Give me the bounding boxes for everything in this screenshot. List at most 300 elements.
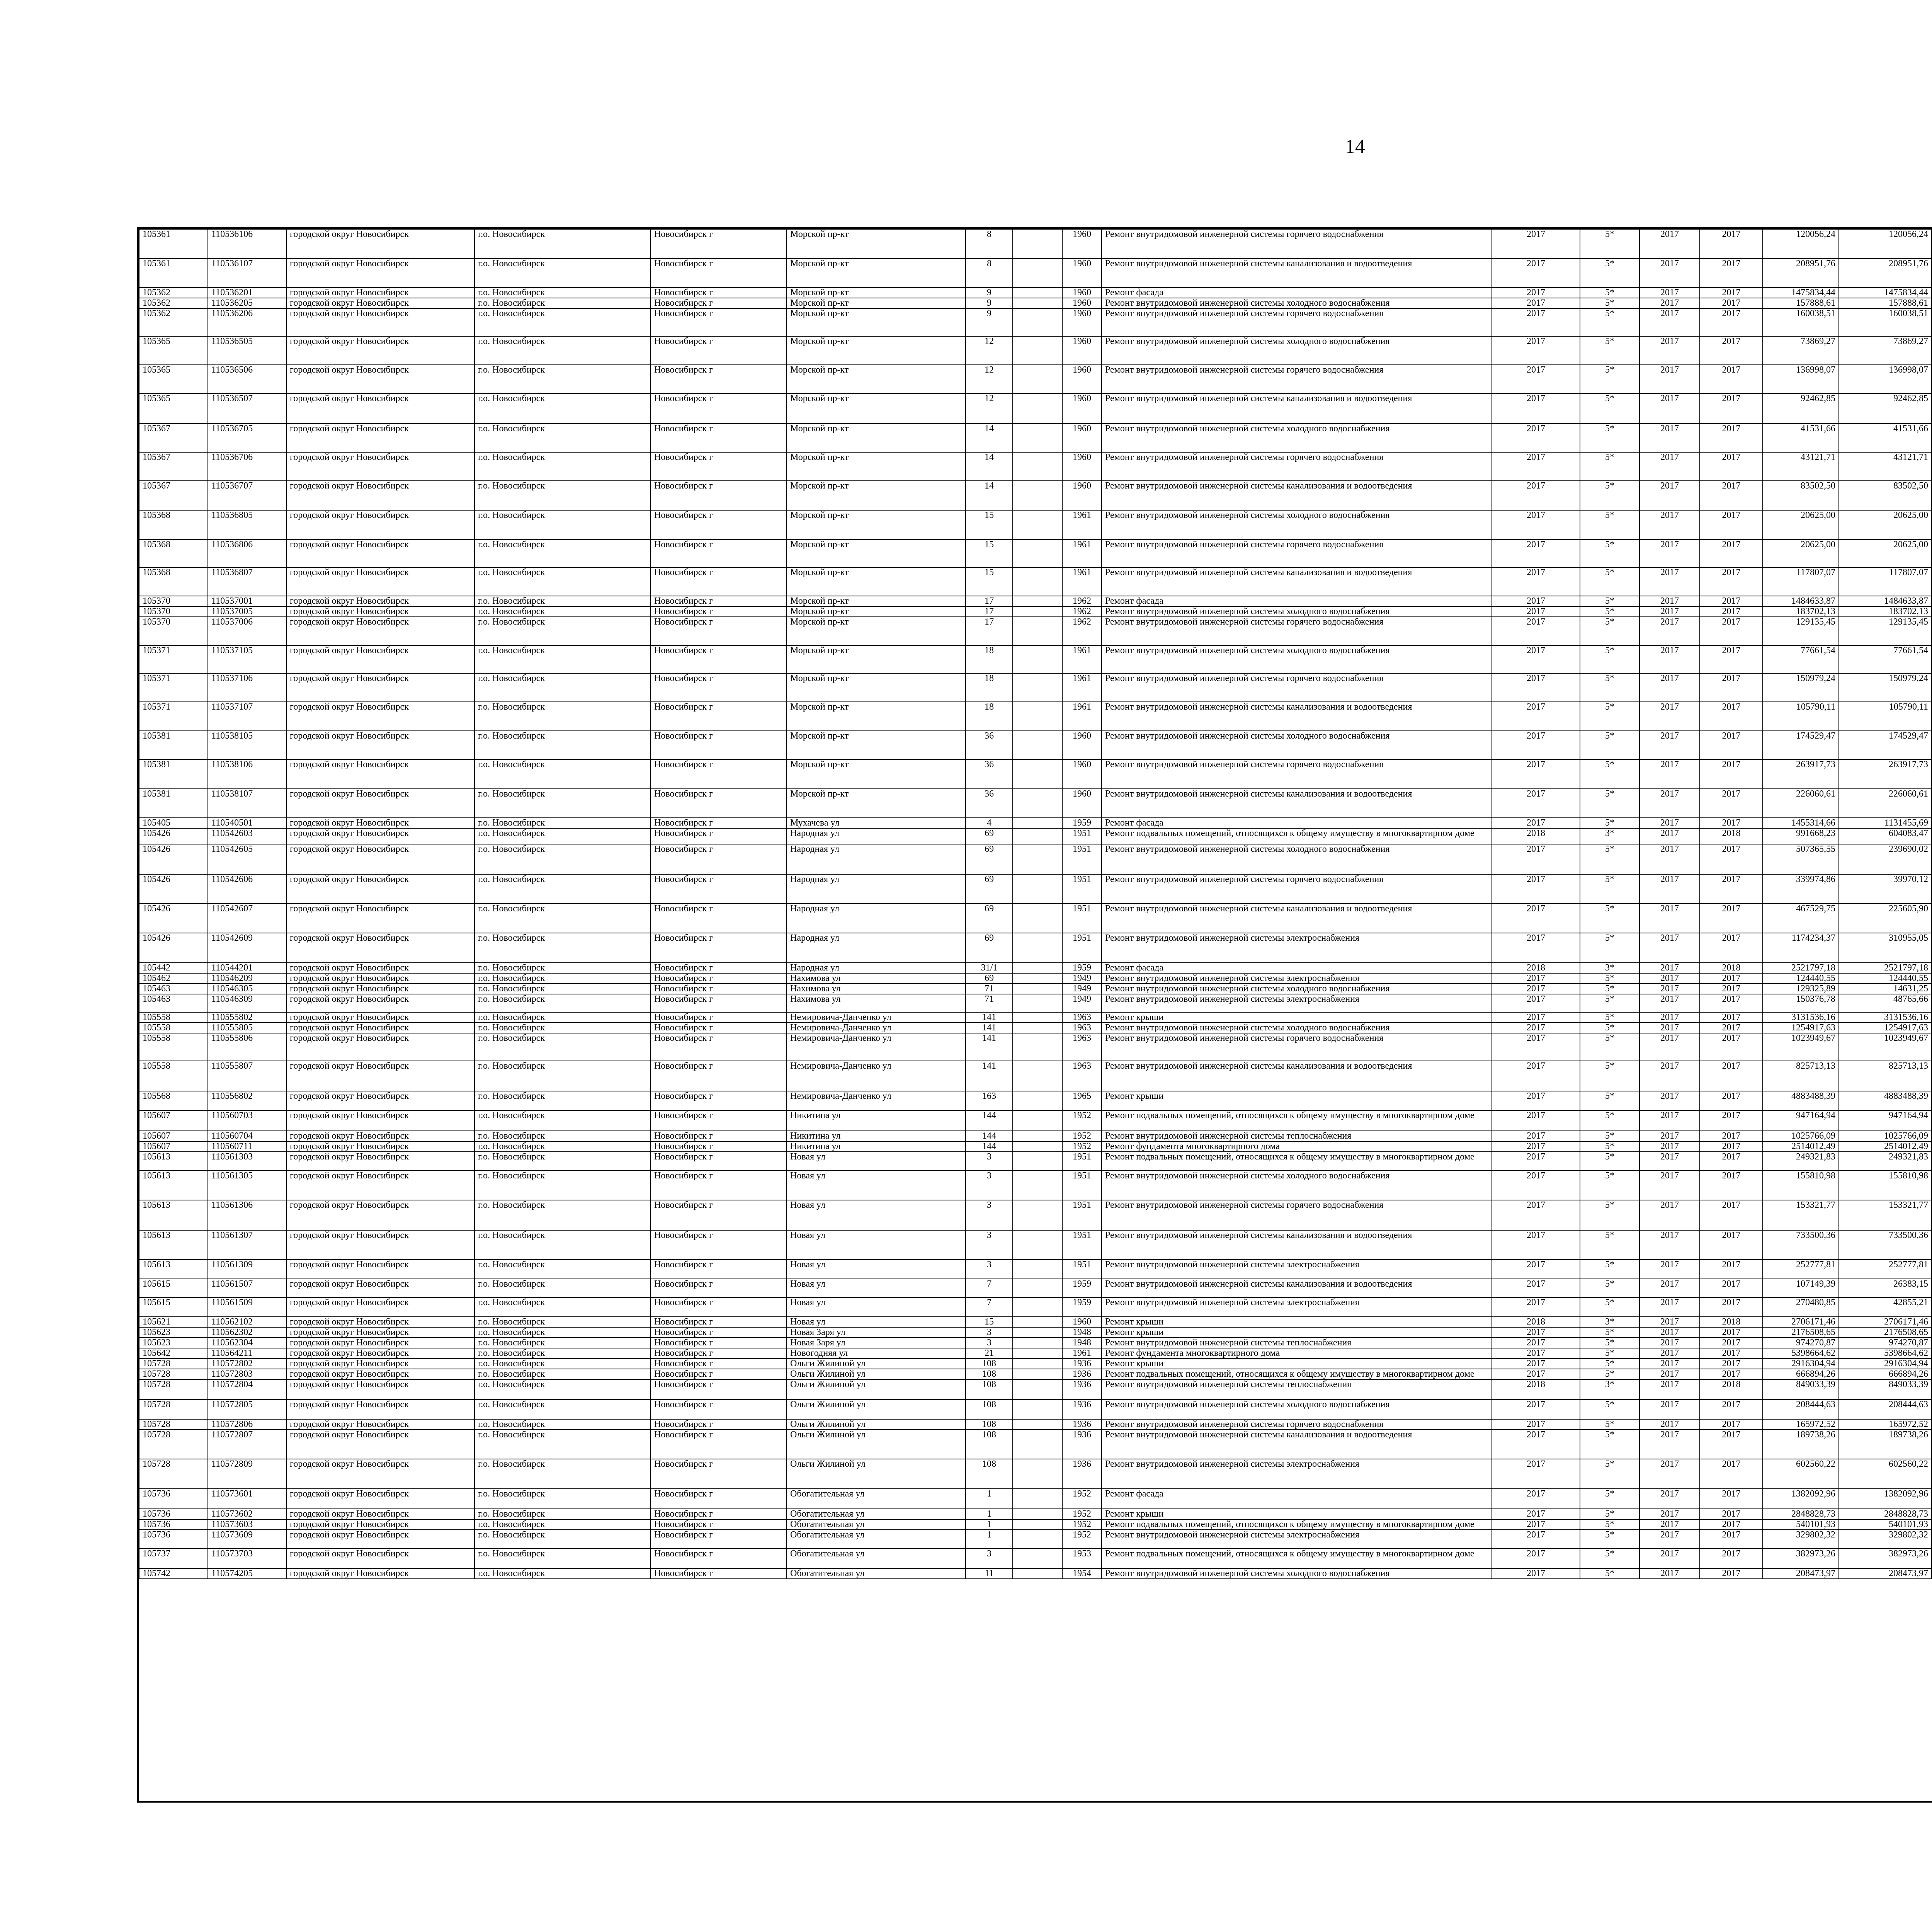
table-cell: 2017 [1700, 1568, 1763, 1579]
table-cell: 105736 [139, 1489, 208, 1509]
table-cell: 2017 [1639, 1399, 1700, 1419]
table-cell: г.о. Новосибирск [474, 1200, 651, 1230]
table-cell: Морской пр-кт [787, 298, 966, 308]
table-cell: 2017 [1639, 818, 1700, 828]
table-cell: 5* [1580, 1260, 1639, 1279]
table-cell: Новосибирск г [651, 874, 787, 904]
table-row [139, 759, 1932, 789]
table-cell: Новосибирск г [651, 1023, 787, 1033]
table-row [139, 702, 1932, 731]
table-cell: Новосибирск г [651, 1369, 787, 1379]
table-row [139, 963, 1932, 973]
table-cell: Ремонт внутридомовой инженерной системы канализования и водоотведения [1102, 789, 1492, 818]
table-cell: 5* [1580, 789, 1639, 818]
table-cell: Морской пр-кт [787, 596, 966, 606]
table-cell: 1960 [1062, 298, 1102, 308]
table-cell: Ольги Жилиной ул [787, 1379, 966, 1399]
table-cell: Ремонт внутридомовой инженерной системы холодного водоснабжения [1102, 645, 1492, 673]
table-cell: 105790,11 [1839, 702, 1932, 731]
table-cell: 1484633,87 [1763, 596, 1839, 606]
table-cell: Ремонт крыши [1102, 1509, 1492, 1519]
table-cell: 2017 [1639, 731, 1700, 759]
table-cell: 2017 [1700, 994, 1763, 1012]
table-cell: 2017 [1700, 229, 1763, 259]
table-cell: 2017 [1700, 308, 1763, 336]
table-cell: 73869,27 [1839, 336, 1932, 365]
table-cell: Обогатительная ул [787, 1519, 966, 1530]
table-cell: 110536706 [208, 452, 286, 481]
table-row [139, 365, 1932, 393]
table-cell: Новая Заря ул [787, 1327, 966, 1338]
table-cell: 5* [1580, 1348, 1639, 1359]
table-cell: 2017 [1639, 1171, 1700, 1200]
table-row [139, 1399, 1932, 1419]
table-cell: 2017 [1639, 1260, 1700, 1279]
table-cell: 71 [966, 984, 1013, 994]
table-cell: 1962 [1062, 596, 1102, 606]
table-cell: 208951,76 [1763, 259, 1839, 288]
table-cell: 110573601 [208, 1489, 286, 1509]
table-cell: 1025766,09 [1763, 1131, 1839, 1141]
table-cell: Новосибирск г [651, 1489, 787, 1509]
table-cell [1013, 1297, 1062, 1317]
table-cell [1013, 1230, 1062, 1260]
table-row [139, 1509, 1932, 1519]
table-cell: 105558 [139, 1023, 208, 1033]
table-cell: 1952 [1062, 1141, 1102, 1152]
table-cell: Морской пр-кт [787, 481, 966, 510]
table-cell: 2017 [1639, 606, 1700, 617]
table-cell: Ремонт внутридомовой инженерной системы холодного водоснабжения [1102, 336, 1492, 365]
table-cell: 5* [1580, 702, 1639, 731]
table-cell: Новосибирск г [651, 984, 787, 994]
table-cell: 2017 [1492, 994, 1580, 1012]
table-cell: 208951,76 [1839, 259, 1932, 288]
table-cell: 105362 [139, 308, 208, 336]
table-cell: 2017 [1700, 1033, 1763, 1061]
table-cell: Морской пр-кт [787, 393, 966, 424]
table-cell: 17 [966, 606, 1013, 617]
table-cell: 2017 [1700, 336, 1763, 365]
table-cell: 1131455,69 [1839, 818, 1932, 828]
table-row [139, 617, 1932, 645]
table-cell: 2017 [1700, 844, 1763, 874]
table-cell: 5* [1580, 259, 1639, 288]
table-cell: 2017 [1492, 1033, 1580, 1061]
table-cell: 110537005 [208, 606, 286, 617]
table-cell: 1949 [1062, 984, 1102, 994]
table-cell: 2017 [1700, 259, 1763, 288]
table-cell: 5* [1580, 1110, 1639, 1131]
table-cell: городской округ Новосибирск [286, 1369, 474, 1379]
table-cell: Новосибирск г [651, 818, 787, 828]
table-cell: 2018 [1492, 1379, 1580, 1399]
table-cell: 604083,47 [1839, 828, 1932, 844]
table-cell: 105728 [139, 1419, 208, 1430]
table-cell: 3* [1580, 828, 1639, 844]
table-cell: 105367 [139, 452, 208, 481]
table-cell: 110574205 [208, 1568, 286, 1579]
table-cell: 5* [1580, 1200, 1639, 1230]
table-cell: г.о. Новосибирск [474, 1489, 651, 1509]
table-cell: 1 [966, 1530, 1013, 1549]
table-row [139, 510, 1932, 540]
table-cell [1013, 606, 1062, 617]
table-cell: 5* [1580, 308, 1639, 336]
table-cell: 110536807 [208, 567, 286, 596]
table-cell: Обогатительная ул [787, 1568, 966, 1579]
table-cell: Ремонт фасада [1102, 596, 1492, 606]
table-cell: 2176508,65 [1763, 1327, 1839, 1338]
table-cell: 110555802 [208, 1012, 286, 1023]
table-cell: Новая ул [787, 1171, 966, 1200]
table-cell: городской округ Новосибирск [286, 844, 474, 874]
table-cell: Морской пр-кт [787, 617, 966, 645]
table-cell: 208473,97 [1839, 1568, 1932, 1579]
table-cell: Ремонт внутридомовой инженерной системы горячего водоснабжения [1102, 308, 1492, 336]
table-cell: 1961 [1062, 645, 1102, 673]
table-cell: 1963 [1062, 1023, 1102, 1033]
table-row [139, 393, 1932, 424]
table-cell: городской округ Новосибирск [286, 702, 474, 731]
table-cell: 1960 [1062, 1317, 1102, 1327]
table-cell: городской округ Новосибирск [286, 963, 474, 973]
table-cell: 1962 [1062, 606, 1102, 617]
table-cell: г.о. Новосибирск [474, 1033, 651, 1061]
table-cell: 3 [966, 1230, 1013, 1260]
table-cell: 2017 [1492, 818, 1580, 828]
table-cell: 157888,61 [1839, 298, 1932, 308]
table-cell: 105361 [139, 259, 208, 288]
table-cell: 2017 [1492, 1338, 1580, 1348]
table-cell: Морской пр-кт [787, 702, 966, 731]
table-cell: 2018 [1492, 828, 1580, 844]
table-cell: 110536201 [208, 288, 286, 298]
table-cell: г.о. Новосибирск [474, 789, 651, 818]
table-cell: 1960 [1062, 759, 1102, 789]
table-cell: городской округ Новосибирск [286, 1459, 474, 1489]
table-cell: Ремонт внутридомовой инженерной системы теплоснабжения [1102, 1131, 1492, 1141]
table-cell: 9 [966, 298, 1013, 308]
table-cell: 120056,24 [1763, 229, 1839, 259]
table-cell: 2916304,94 [1839, 1359, 1932, 1369]
table-cell: городской округ Новосибирск [286, 994, 474, 1012]
table-cell: г.о. Новосибирск [474, 1061, 651, 1091]
table-cell: 2017 [1492, 393, 1580, 424]
table-cell: 226060,61 [1839, 789, 1932, 818]
table-cell: Новосибирск г [651, 828, 787, 844]
table-cell: 105728 [139, 1399, 208, 1419]
table-cell: г.о. Новосибирск [474, 1338, 651, 1348]
table-cell: городской округ Новосибирск [286, 1061, 474, 1091]
table-cell: Нахимова ул [787, 994, 966, 1012]
table-cell: 26383,15 [1839, 1279, 1932, 1297]
table-cell: Народная ул [787, 904, 966, 933]
table-cell: 1961 [1062, 1348, 1102, 1359]
table-cell: городской округ Новосибирск [286, 731, 474, 759]
table-cell: 2017 [1639, 1061, 1700, 1091]
table-cell: 183702,13 [1763, 606, 1839, 617]
table-cell: 110537106 [208, 673, 286, 702]
table-cell: Новая ул [787, 1297, 966, 1317]
table-cell: 110555807 [208, 1061, 286, 1091]
table-cell [1013, 874, 1062, 904]
table-cell: Ремонт внутридомовой инженерной системы электроснабжения [1102, 933, 1492, 963]
table-cell: 2521797,18 [1839, 963, 1932, 973]
table-cell: 105623 [139, 1338, 208, 1348]
table-cell: Морской пр-кт [787, 606, 966, 617]
table-cell: 2017 [1700, 1152, 1763, 1171]
table-cell: 117807,07 [1839, 567, 1932, 596]
table-cell: 107149,39 [1763, 1279, 1839, 1297]
table-cell [1013, 759, 1062, 789]
table-cell: 5* [1580, 984, 1639, 994]
table-cell: 1951 [1062, 1260, 1102, 1279]
table-cell: Новосибирск г [651, 1171, 787, 1200]
table-cell: городской округ Новосибирск [286, 1568, 474, 1579]
table-cell: 540101,93 [1763, 1519, 1839, 1530]
table-cell: городской округ Новосибирск [286, 1327, 474, 1338]
table-cell: 105367 [139, 481, 208, 510]
table-cell: Ремонт крыши [1102, 1359, 1492, 1369]
table-cell: 666894,26 [1763, 1369, 1839, 1379]
table-cell: 5* [1580, 844, 1639, 874]
table-cell: 2017 [1639, 1430, 1700, 1459]
table-cell: 2017 [1492, 1023, 1580, 1033]
table-cell: городской округ Новосибирск [286, 1317, 474, 1327]
table-cell: 105728 [139, 1459, 208, 1489]
table-cell: 2017 [1639, 1379, 1700, 1399]
table-cell: 602560,22 [1763, 1459, 1839, 1489]
table-cell: 110572803 [208, 1369, 286, 1379]
table-cell [1013, 1141, 1062, 1152]
table-cell: 105621 [139, 1317, 208, 1327]
table-cell: 2017 [1492, 1359, 1580, 1369]
table-cell: г.о. Новосибирск [474, 1091, 651, 1110]
table-cell: Новосибирск г [651, 1110, 787, 1131]
table-cell: Морской пр-кт [787, 789, 966, 818]
table-row [139, 789, 1932, 818]
table-cell: 2017 [1700, 540, 1763, 567]
table-cell: 5398664,62 [1763, 1348, 1839, 1359]
table-cell: 110542607 [208, 904, 286, 933]
table-row [139, 1033, 1932, 1061]
table-cell: 2017 [1639, 1317, 1700, 1327]
table-cell: 110538106 [208, 759, 286, 789]
table-row [139, 1348, 1932, 1359]
table-cell: 105365 [139, 393, 208, 424]
table-cell [1013, 452, 1062, 481]
table-cell: 5* [1580, 994, 1639, 1012]
table-cell: г.о. Новосибирск [474, 759, 651, 789]
table-cell: 41531,66 [1839, 424, 1932, 452]
table-cell: Ремонт внутридомовой инженерной системы канализования и водоотведения [1102, 1230, 1492, 1260]
table-cell: Ремонт внутридомовой инженерной системы горячего водоснабжения [1102, 229, 1492, 259]
table-cell: 1025766,09 [1839, 1131, 1932, 1141]
table-row [139, 1152, 1932, 1171]
table-cell: г.о. Новосибирск [474, 288, 651, 298]
table-cell: 1484633,87 [1839, 596, 1932, 606]
table-cell: 2017 [1639, 1033, 1700, 1061]
table-cell: Ремонт внутридомовой инженерной системы канализования и водоотведения [1102, 904, 1492, 933]
table-cell: городской округ Новосибирск [286, 365, 474, 393]
table-cell: 2017 [1492, 1061, 1580, 1091]
table-cell: 2017 [1700, 1141, 1763, 1152]
table-cell: 105426 [139, 844, 208, 874]
table-cell: Ремонт внутридомовой инженерной системы холодного водоснабжения [1102, 510, 1492, 540]
table-cell: 110544201 [208, 963, 286, 973]
table-cell: Ремонт крыши [1102, 1317, 1492, 1327]
table-cell: 2017 [1492, 1012, 1580, 1023]
table-cell [1013, 1419, 1062, 1430]
table-cell: Новосибирск г [651, 1519, 787, 1530]
table-cell: 69 [966, 844, 1013, 874]
table-cell: 2017 [1492, 298, 1580, 308]
table-cell: 110561307 [208, 1230, 286, 1260]
table-cell: 1952 [1062, 1489, 1102, 1509]
table-cell: 15 [966, 1317, 1013, 1327]
table-cell: 110572809 [208, 1459, 286, 1489]
table-cell: 141 [966, 1033, 1013, 1061]
table-cell: 1023949,67 [1839, 1033, 1932, 1061]
table-cell: Новосибирск г [651, 1359, 787, 1369]
table-cell: 5* [1580, 1509, 1639, 1519]
table-cell: 108 [966, 1369, 1013, 1379]
table-cell: 2017 [1492, 288, 1580, 298]
table-cell: 2017 [1492, 1419, 1580, 1430]
table-cell: 2017 [1492, 1171, 1580, 1200]
table-cell: 2017 [1700, 365, 1763, 393]
table-cell [1013, 1568, 1062, 1579]
table-cell: 105370 [139, 617, 208, 645]
table-cell: Новосибирск г [651, 481, 787, 510]
table-cell: 1948 [1062, 1338, 1102, 1348]
table-cell: 110561507 [208, 1279, 286, 1297]
table-cell: Новосибирск г [651, 567, 787, 596]
table-cell: 129135,45 [1763, 617, 1839, 645]
table-cell: 105558 [139, 1061, 208, 1091]
table-row [139, 1061, 1932, 1091]
table-cell: 2017 [1492, 308, 1580, 336]
table-cell: 105607 [139, 1110, 208, 1131]
table-cell: 105623 [139, 1327, 208, 1338]
table-cell: 2017 [1492, 645, 1580, 673]
table-cell: Новосибирск г [651, 844, 787, 874]
table-cell: 5* [1580, 540, 1639, 567]
table-cell: 144 [966, 1131, 1013, 1141]
table-cell [1013, 1327, 1062, 1338]
table-cell: 5* [1580, 1519, 1639, 1530]
table-cell: городской округ Новосибирск [286, 424, 474, 452]
table-cell: 110572802 [208, 1359, 286, 1369]
table-cell: 310955,05 [1839, 933, 1932, 963]
table-cell: 5* [1580, 731, 1639, 759]
table-cell: Новосибирск г [651, 1012, 787, 1023]
table-cell: 110536106 [208, 229, 286, 259]
table-cell [1013, 702, 1062, 731]
table-row [139, 1141, 1932, 1152]
table-cell: 105607 [139, 1131, 208, 1141]
table-cell [1013, 1110, 1062, 1131]
table-cell: Ремонт внутридомовой инженерной системы холодного водоснабжения [1102, 298, 1492, 308]
table-cell: 2017 [1639, 1141, 1700, 1152]
table-cell [1013, 1379, 1062, 1399]
table-cell: 2017 [1639, 645, 1700, 673]
data-table-frame [137, 227, 1932, 1803]
table-cell: городской округ Новосибирск [286, 1152, 474, 1171]
table-cell [1013, 596, 1062, 606]
table-cell: городской округ Новосибирск [286, 1230, 474, 1260]
table-cell: 5* [1580, 973, 1639, 984]
table-cell: Новая ул [787, 1279, 966, 1297]
table-cell: Обогатительная ул [787, 1530, 966, 1549]
table-cell: 1960 [1062, 393, 1102, 424]
table-cell: г.о. Новосибирск [474, 1430, 651, 1459]
table-row [139, 1023, 1932, 1033]
table-cell: 110561509 [208, 1297, 286, 1317]
table-cell: 110572805 [208, 1399, 286, 1419]
table-cell: 110572804 [208, 1379, 286, 1399]
table-cell: 2017 [1639, 1110, 1700, 1131]
table-cell: 2017 [1639, 1549, 1700, 1568]
table-cell [1013, 481, 1062, 510]
table-cell: г.о. Новосибирск [474, 731, 651, 759]
table-cell: 105615 [139, 1297, 208, 1317]
table-cell: г.о. Новосибирск [474, 452, 651, 481]
table-cell: 77661,54 [1839, 645, 1932, 673]
table-cell: городской округ Новосибирск [286, 759, 474, 789]
table-cell: 1949 [1062, 994, 1102, 1012]
table-cell: 2017 [1700, 1327, 1763, 1338]
table-cell: 105463 [139, 984, 208, 994]
table-cell: 165972,52 [1763, 1419, 1839, 1430]
table-cell: 1961 [1062, 567, 1102, 596]
table-cell: городской округ Новосибирск [286, 259, 474, 288]
table-cell: 83502,50 [1763, 481, 1839, 510]
table-cell: 2017 [1639, 984, 1700, 994]
table-cell: Ремонт внутридомовой инженерной системы горячего водоснабжения [1102, 1033, 1492, 1061]
table-cell [1013, 789, 1062, 818]
table-cell [1013, 1459, 1062, 1489]
table-cell: 5* [1580, 933, 1639, 963]
table-cell: городской округ Новосибирск [286, 452, 474, 481]
table-cell: 5* [1580, 645, 1639, 673]
table-cell: 2017 [1492, 673, 1580, 702]
table-cell: 1959 [1062, 818, 1102, 828]
table-cell: 5* [1580, 1012, 1639, 1023]
table-cell: 5* [1580, 1419, 1639, 1430]
table-cell: 3 [966, 1338, 1013, 1348]
table-cell: Новосибирск г [651, 673, 787, 702]
table-cell: 110555806 [208, 1033, 286, 1061]
table-row [139, 229, 1932, 259]
table-cell: 2017 [1639, 1419, 1700, 1430]
table-cell: Ольги Жилиной ул [787, 1399, 966, 1419]
table-cell: 105371 [139, 645, 208, 673]
table-cell [1013, 1061, 1062, 1091]
table-cell: Новосибирск г [651, 1549, 787, 1568]
table-cell: г.о. Новосибирск [474, 904, 651, 933]
table-cell: 1959 [1062, 1297, 1102, 1317]
table-cell: 5* [1580, 1279, 1639, 1297]
table-cell: 2017 [1700, 1171, 1763, 1200]
table-cell: 2017 [1639, 1279, 1700, 1297]
table-cell [1013, 994, 1062, 1012]
table-cell: 105365 [139, 336, 208, 365]
table-cell [1013, 1549, 1062, 1568]
table-cell: 1960 [1062, 731, 1102, 759]
table-cell: Ремонт внутридомовой инженерной системы канализования и водоотведения [1102, 259, 1492, 288]
